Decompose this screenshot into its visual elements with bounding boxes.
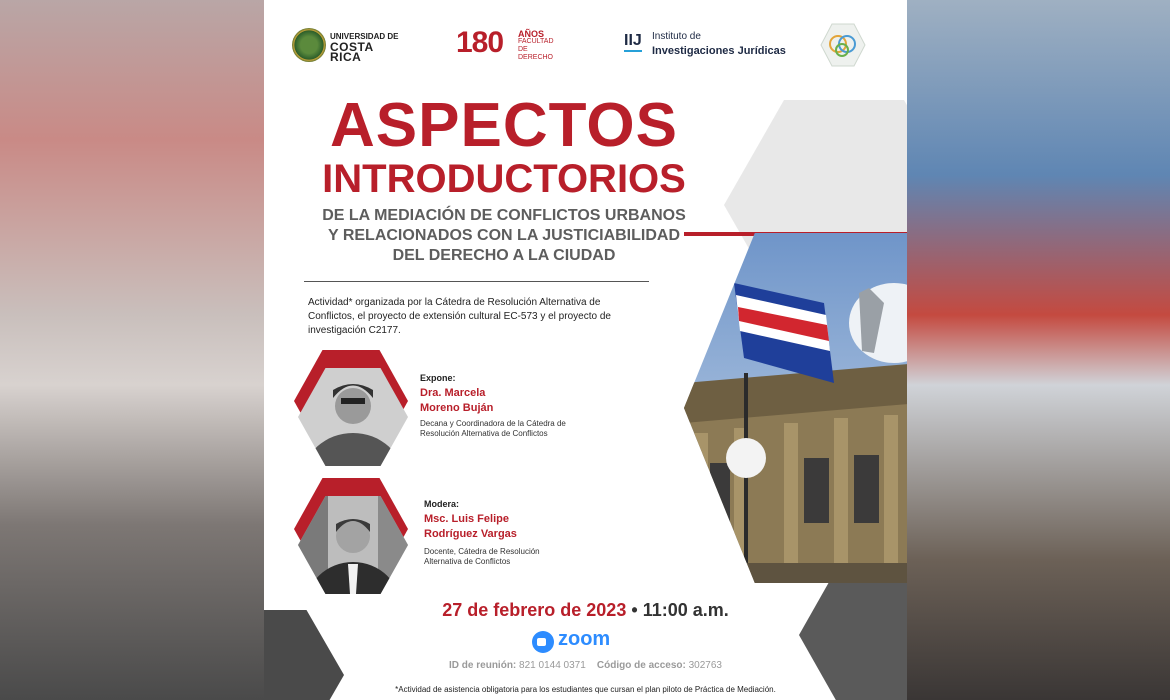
ucr-line1: UNIVERSIDAD DE [330, 32, 399, 41]
theater-flag-image [684, 233, 907, 583]
meeting-id: 821 0144 0371 [519, 660, 586, 671]
iij-line1: Instituto de [652, 31, 701, 42]
speaker2-desc: Docente, Cátedra de Resolución Alternativa de Conflictos [424, 547, 540, 566]
access-code-label: Código de acceso: [596, 660, 686, 671]
subtitle-line3: DEL DERECHO A LA CIUDAD [392, 247, 616, 264]
anniversary-number: 180 [456, 26, 504, 59]
speaker1-name-line1: Dra. Marcela [420, 387, 486, 399]
anniversary-sub: FACULTAD DE DERECHO [518, 38, 554, 61]
event-time: 11:00 a.m. [642, 600, 729, 620]
meeting-info [264, 660, 907, 671]
background-right-blur [907, 0, 1170, 700]
divider [304, 281, 649, 282]
speaker2-name-line1: Msc. Luis Felipe [424, 513, 509, 525]
speaker1-name [420, 386, 580, 416]
event-poster [264, 0, 907, 700]
speaker2-role: Modera: [424, 499, 460, 509]
speaker1-desc: Decana y Coordinadora de la Cátedra de Resolución Alternativa de Conflictos [420, 419, 566, 438]
subtitle-line1: DE LA MEDIACIÓN DE CONFLICTOS URBANOS [322, 207, 686, 224]
footnote: *Actividad de asistencia obligatoria para los estudiantes que cursan el plan piloto de Práctica de Mediación. [395, 685, 776, 694]
iij-mark: IIJ [624, 32, 642, 52]
zoom-wordmark: zoom [558, 628, 611, 650]
speaker1-name-line2: Moreno Buján [420, 402, 494, 414]
date-separator: • [631, 600, 638, 620]
activity-description: Actividad* organizada por la Cátedra de Resolución Alternativa de Conflictos, el proyecto de extensión cultural EC-573 y el proyecto de investigación C2177. [308, 297, 611, 336]
theater-photo [684, 233, 907, 583]
speaker2-name [424, 512, 584, 542]
ucr-line2: COSTA RICA [330, 40, 374, 64]
meeting-id-label: ID de reunión: [449, 660, 517, 671]
ucr-seal-icon [292, 28, 326, 62]
logo-row [264, 22, 907, 67]
iij-line2: Investigaciones Jurídicas [652, 45, 786, 57]
anniversary-word: AÑOS [518, 29, 545, 39]
title-line2: INTRODUCTORIOS [322, 157, 686, 201]
subtitle-line2: Y RELACIONADOS CON LA JUSTICIABILIDAD [327, 227, 680, 244]
ucr-logo-text [330, 32, 400, 62]
anniversary-logo [456, 26, 554, 61]
event-datetime [264, 600, 907, 621]
access-code: 302763 [688, 660, 722, 671]
event-date: 27 de febrero de 2023 [442, 600, 627, 620]
speaker1-role: Expone: [420, 373, 456, 383]
speaker2-name-line2: Rodríguez Vargas [424, 528, 517, 540]
background-left-blur [0, 0, 264, 700]
title-line1: ASPECTOS [330, 91, 678, 160]
partner-logo-icon [820, 22, 866, 68]
subtitle [294, 206, 714, 266]
zoom-camera-icon [532, 631, 554, 653]
